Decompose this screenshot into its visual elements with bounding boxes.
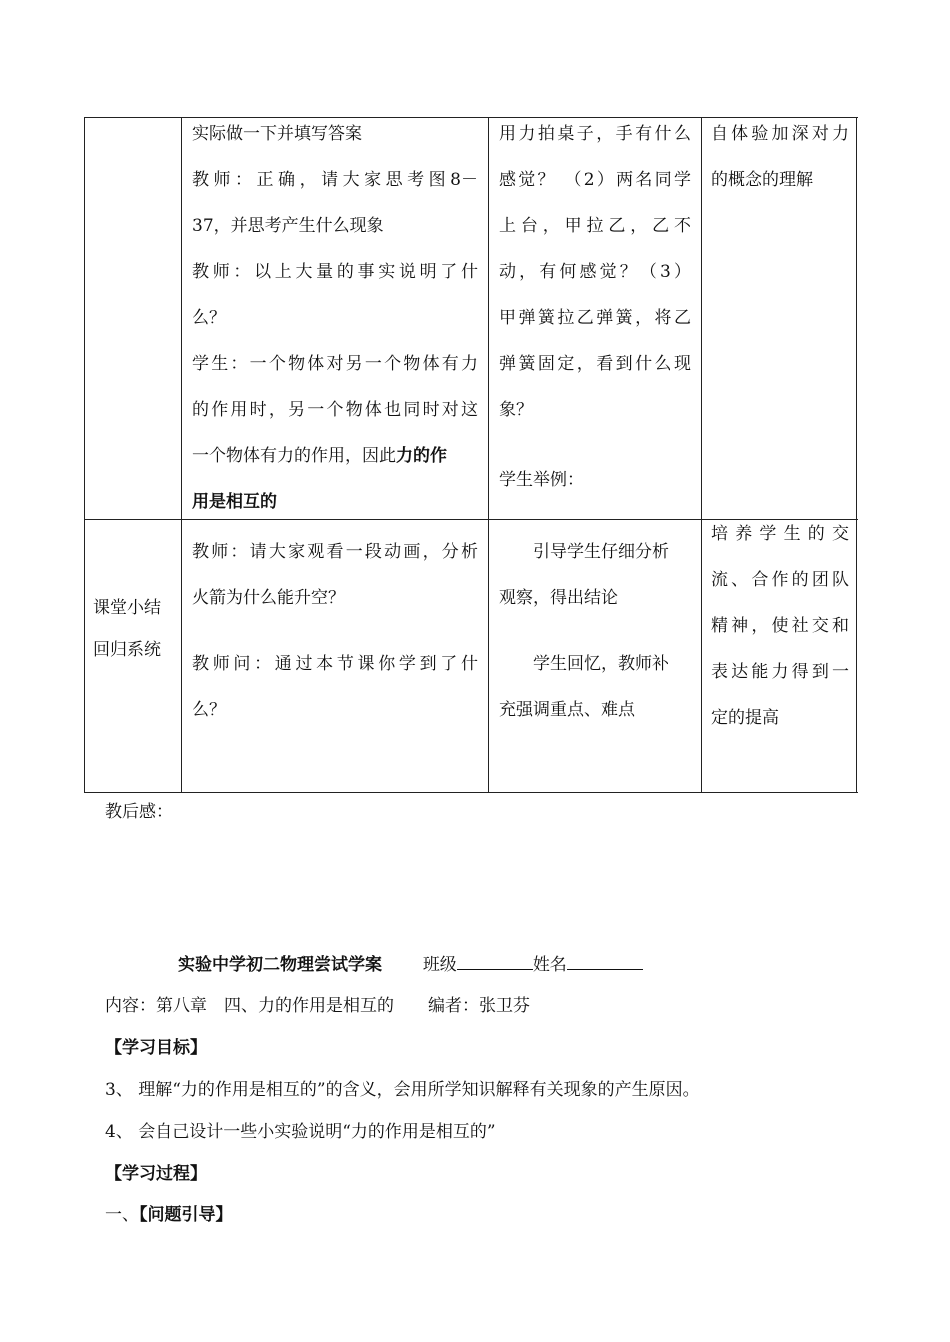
text-line: 课堂小结 <box>93 598 161 618</box>
text-line: 充强调重点、难点 <box>499 700 635 720</box>
emphasis-text: 力的作 <box>396 446 447 466</box>
row2-student-activity <box>499 529 691 733</box>
text-line: 教师问：通过本节课你学到了什 <box>192 654 478 674</box>
text-line: 弹簧固定，看到什么现 <box>499 354 691 374</box>
row2-teacher-activity <box>192 529 478 733</box>
text-line: 甲弹簧拉乙弹簧，将乙 <box>499 308 691 328</box>
text-line: 培养学生的交 <box>711 524 849 544</box>
text-line: 么？ <box>192 700 226 720</box>
text-line: 的概念的理解 <box>711 170 813 190</box>
text-line: 引导学生仔细分析 <box>533 542 669 562</box>
class-field[interactable] <box>457 951 533 970</box>
row1-teacher-activity <box>192 111 478 525</box>
text-line: 定的提高 <box>711 708 779 728</box>
text-line: 么？ <box>192 308 226 328</box>
row2-design-intent <box>711 511 849 741</box>
text-line: 实际做一下并填写答案 <box>192 124 362 144</box>
emphasis-text: 用是相互的 <box>192 492 277 512</box>
text-run: 一个物体有力的作用，因此 <box>192 446 396 466</box>
text-line: 学生：一个物体对另一个物体有力 <box>192 354 478 374</box>
after-class-notes-label: 教后感： <box>105 802 173 822</box>
text-line: 感觉？ （2）两名同学 <box>499 170 691 190</box>
text-line: 教师：以上大量的事实说明了什 <box>192 262 478 282</box>
section-title: 【问题引导】 <box>139 1205 233 1225</box>
learning-goals-heading: 【学习目标】 <box>105 1038 207 1058</box>
name-label: 姓名 <box>532 955 567 975</box>
text-line: 学生举例： <box>499 470 584 490</box>
text-line: 用力拍桌子，手有什么 <box>499 124 691 144</box>
text-line: 表达能力得到一 <box>711 662 849 682</box>
learning-goal-item: 4、 会自己设计一些小实验说明“力的作用是相互的” <box>105 1122 496 1142</box>
class-label: 班级 <box>422 955 457 975</box>
text-line <box>192 433 478 479</box>
text-line: 象？ <box>499 400 533 420</box>
row1-design-intent <box>711 111 849 203</box>
text-line: 教师：请大家观看一段动画，分析 <box>192 542 478 562</box>
text-line: 教师：正确，请大家思考图8－ <box>192 170 478 190</box>
section-heading: 一、【问题引导】 <box>105 1205 233 1225</box>
text-line: 37，并思考产生什么现象 <box>192 216 384 236</box>
lesson-table <box>84 117 858 793</box>
text-line: 流、合作的团队 <box>711 570 849 590</box>
text-line: 回归系统 <box>93 640 161 660</box>
text-line: 观察，得出结论 <box>499 588 618 608</box>
learning-process-heading: 【学习过程】 <box>105 1164 207 1184</box>
row2-stage-label <box>93 587 177 671</box>
text-line: 上台，甲拉乙，乙不 <box>499 216 691 236</box>
content-line: 内容：第八章 四、力的作用是相互的 编者：张卫芬 <box>105 996 530 1016</box>
worksheet-header <box>178 950 643 975</box>
name-field[interactable] <box>567 951 643 970</box>
learning-goal-item: 3、 理解“力的作用是相互的”的含义，会用所学知识解释有关现象的产生原因。 <box>105 1080 700 1100</box>
text-line: 火箭为什么能升空？ <box>192 588 345 608</box>
text-line: 动，有何感觉？（3） <box>499 262 691 282</box>
text-line: 学生回忆，教师补 <box>533 654 669 674</box>
worksheet-title: 实验中学初二物理尝试学案 <box>178 955 382 975</box>
text-line: 的作用时，另一个物体也同时对这 <box>192 400 478 420</box>
row1-student-activity <box>499 111 691 503</box>
text-line: 精神，使社交和 <box>711 616 849 636</box>
text-line: 自体验加深对力 <box>711 124 849 144</box>
